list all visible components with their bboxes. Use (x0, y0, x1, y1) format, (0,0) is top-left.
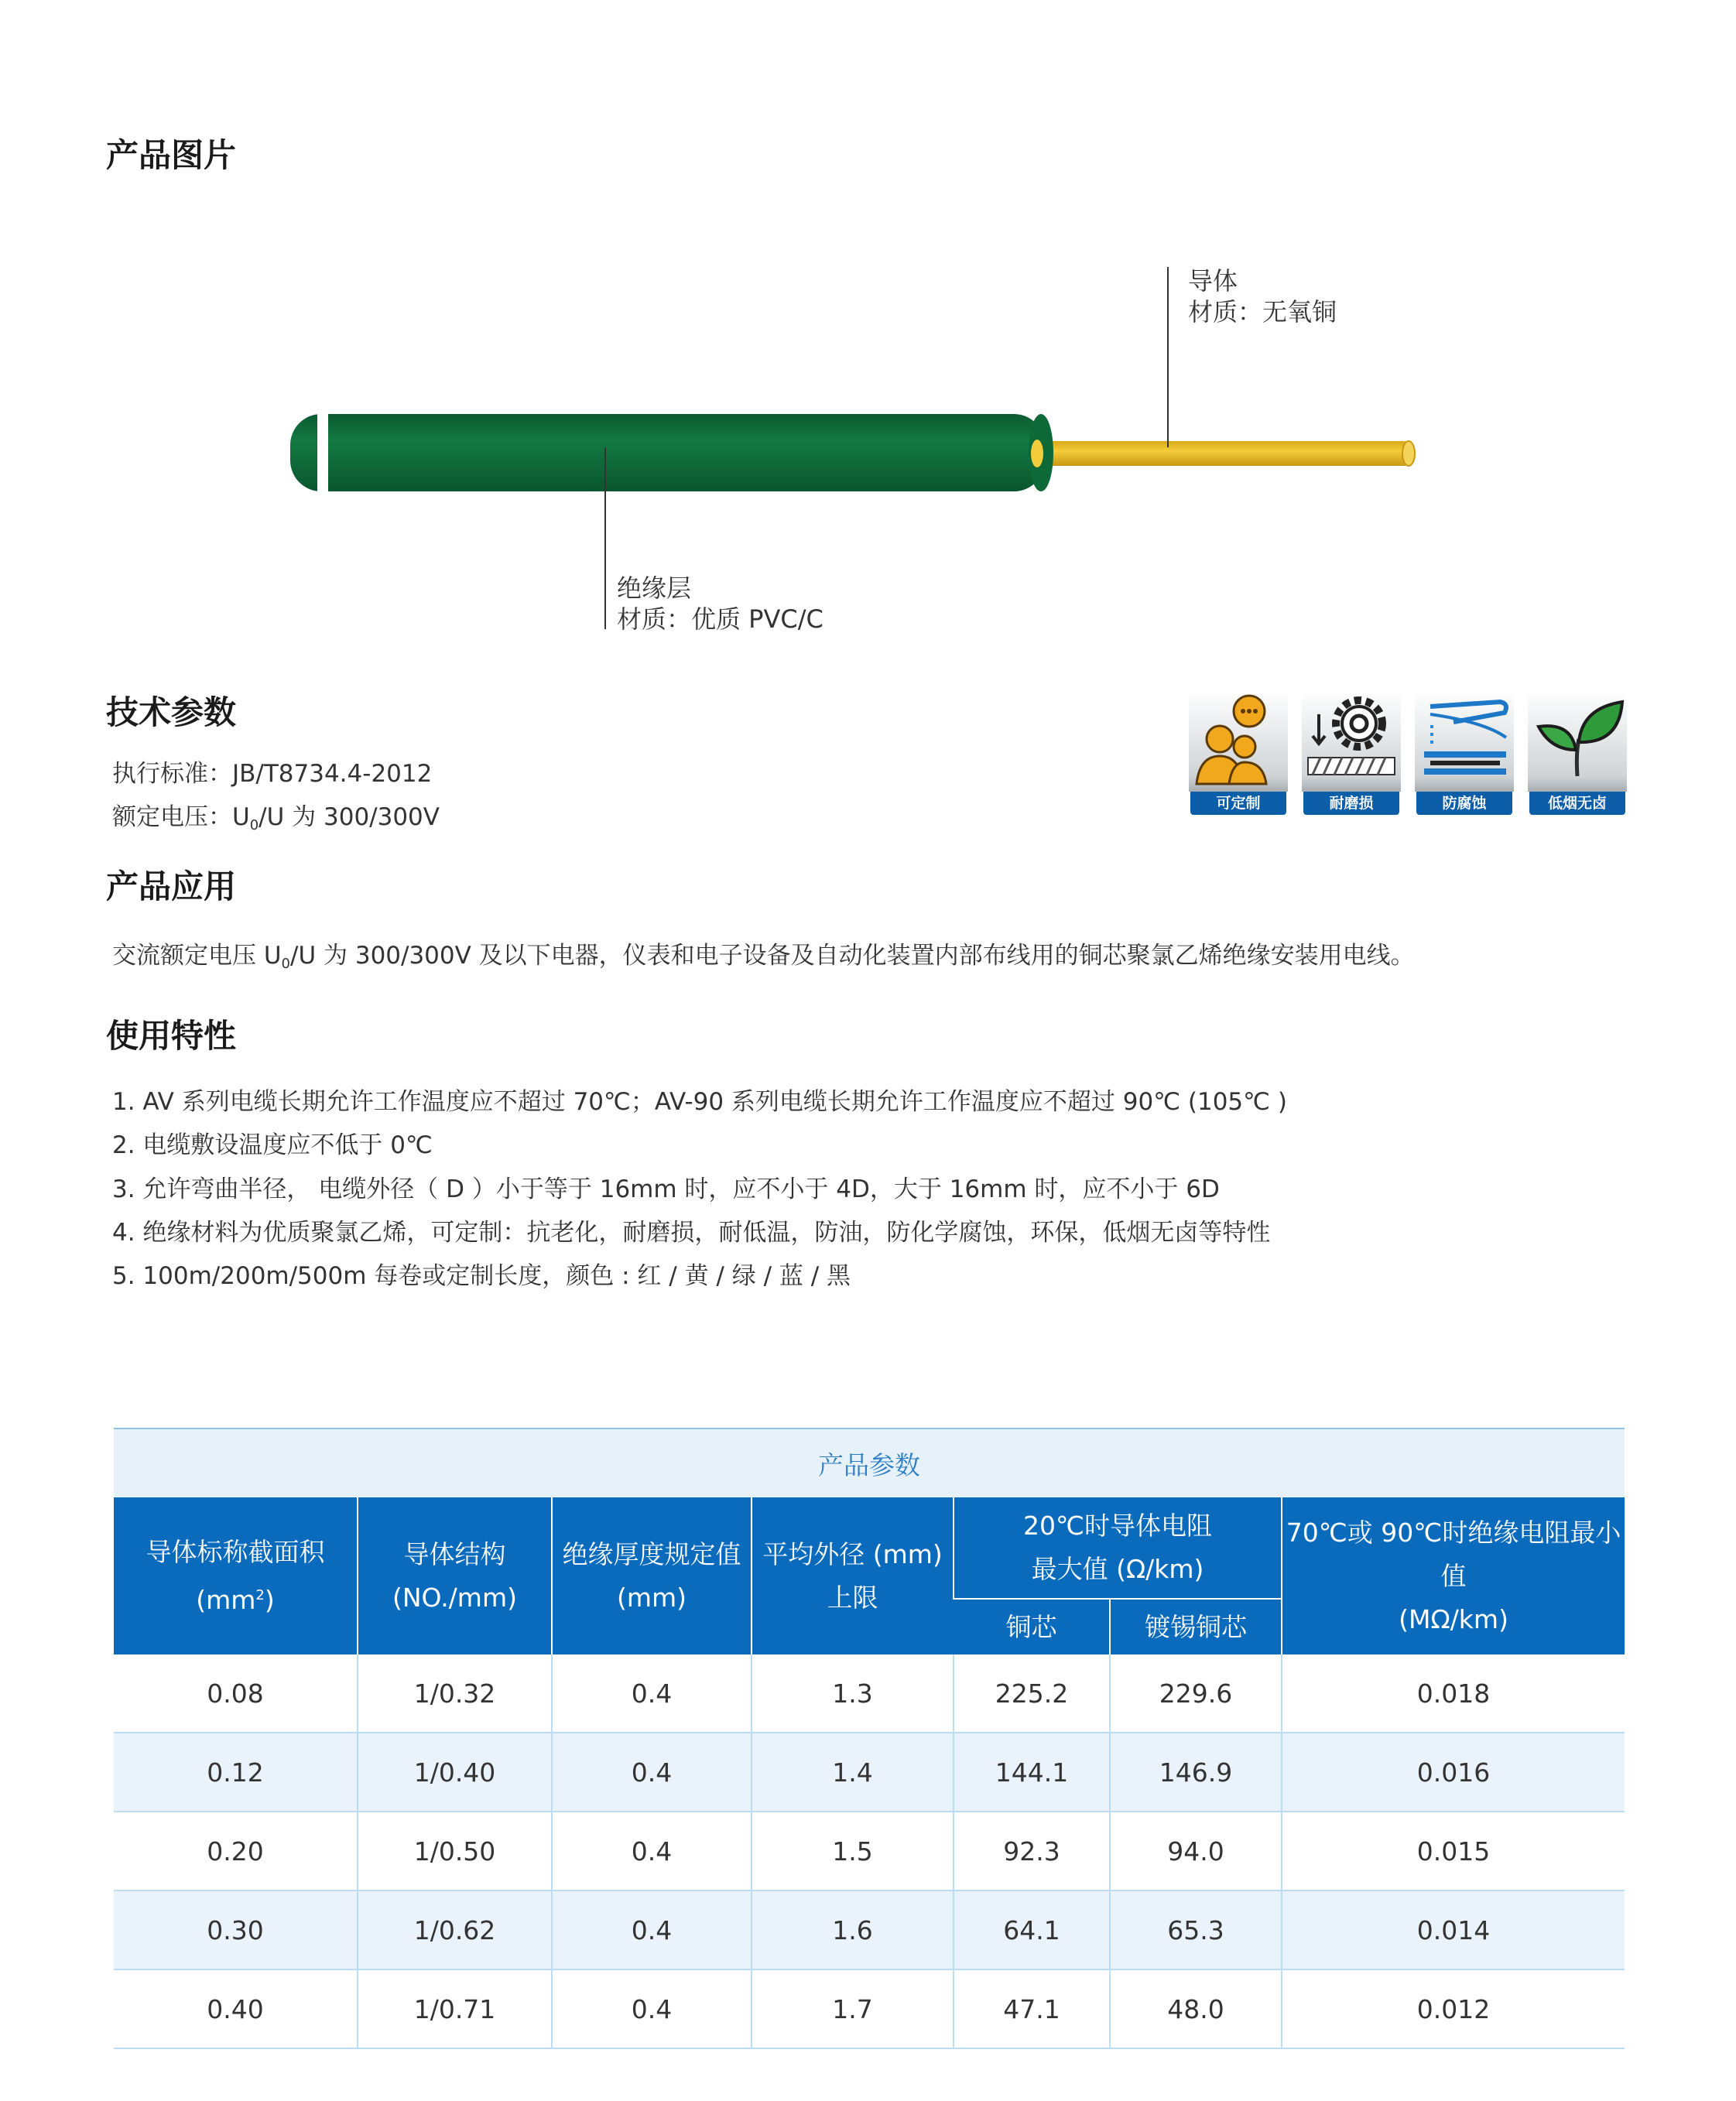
header-thickness: 绝缘厚度规定值 (mm) (552, 1497, 752, 1654)
conductor-callout (1188, 265, 1337, 327)
header-copper: 铜芯 (954, 1599, 1110, 1654)
standard-text: 执行标准：JB/T8734.4-2012 (112, 760, 433, 788)
application-text: 交流额定电压 $U_0/U$ 为 300/300V 及以下电器，仪表和电子设备及自动化装置内部布线用的铜芯聚氯乙烯绝缘安装用电线。 (112, 942, 1415, 972)
feature-item: 3. 允许弯曲半径， 电缆外径（ D ）小于等于 16mm 时，应不小于 4D，大于 16mm 时，应不小于 6D (112, 1175, 1220, 1203)
feature-item: 2. 电缆敷设温度应不低于 0℃ (112, 1131, 433, 1159)
table-row: 0.30 1/0.62 0.4 1.6 64.1 65.3 0.014 (114, 1891, 1625, 1969)
badge-low-smoke (1528, 691, 1627, 815)
insulation-body (290, 414, 1045, 491)
badge-label: 防腐蚀 (1416, 792, 1512, 815)
plate-icon (1415, 691, 1514, 792)
feature-badges (1189, 691, 1627, 815)
table-caption: 产品参数 (114, 1429, 1625, 1497)
header-outer-diameter: 平均外径 (mm) 上限 (752, 1497, 954, 1654)
badge-anti-corrosion (1415, 691, 1514, 815)
section-title-product-image: 产品图片 (106, 136, 237, 174)
conductor-material: 材质：无氧铜 (1188, 297, 1337, 327)
header-structure: 导体结构 (NO./mm) (358, 1497, 552, 1654)
conductor-wire (1026, 441, 1409, 466)
feature-item: 5. 100m/200m/500m 每卷或定制长度，颜色 : 红 / 黄 / 绿 / 蓝 / 黑 (112, 1262, 851, 1290)
badge-label: 耐磨损 (1303, 792, 1399, 815)
table-row: 0.12 1/0.40 0.4 1.4 144.1 146.9 0.016 (114, 1733, 1625, 1812)
section-title-tech-params: 技术参数 (106, 693, 237, 731)
cable-illustration (282, 402, 1459, 503)
header-insulation-resistance: 70℃或 90℃时绝缘电阻最小值 (MΩ/km) (1282, 1497, 1625, 1654)
badge-label: 低烟无卤 (1529, 792, 1625, 815)
conductor-leader-line (1167, 267, 1169, 447)
conductor-title: 导体 (1188, 266, 1238, 296)
header-tinned-copper: 镀锡铜芯 (1110, 1599, 1282, 1654)
insulation-title: 绝缘层 (617, 573, 692, 603)
gear-icon (1302, 691, 1401, 792)
voltage-text: 额定电压：$U_0/U$ 为 300/300V (112, 803, 440, 833)
badge-label: 可定制 (1190, 792, 1286, 815)
insulation-material: 材质：优质 PVC/C (617, 604, 823, 634)
section-title-application: 产品应用 (106, 867, 237, 905)
insulation-callout (617, 573, 823, 635)
leaf-icon (1528, 691, 1627, 792)
section-title-features: 使用特性 (106, 1017, 237, 1055)
feature-item: 1. AV 系列电缆长期允许工作温度应不超过 70℃；AV-90 系列电缆长期允许工作温度应不超过 90℃ (105℃ ) (112, 1088, 1287, 1116)
feature-item: 4. 绝缘材料为优质聚氯乙烯，可定制：抗老化，耐磨损，耐低温，防油，防化学腐蚀，环保，低烟无卤等特性 (112, 1219, 1271, 1247)
header-area: 导体标称截面积 $(mm^2)$ (114, 1497, 358, 1654)
table-row: 0.20 1/0.50 0.4 1.5 92.3 94.0 0.015 (114, 1812, 1625, 1891)
table-row: 0.40 1/0.71 0.4 1.7 47.1 48.0 0.012 (114, 1969, 1625, 2048)
insulation-leader-line (604, 447, 606, 629)
badge-customizable (1189, 691, 1288, 815)
header-resistance: 20℃时导体电阻 最大值 (Ω/km) (954, 1497, 1282, 1599)
person-chat-icon (1189, 691, 1288, 792)
table-row: 0.08 1/0.32 0.4 1.3 225.2 229.6 0.018 (114, 1654, 1625, 1733)
product-params-table (114, 1428, 1625, 2049)
badge-wear-resistant (1302, 691, 1401, 815)
